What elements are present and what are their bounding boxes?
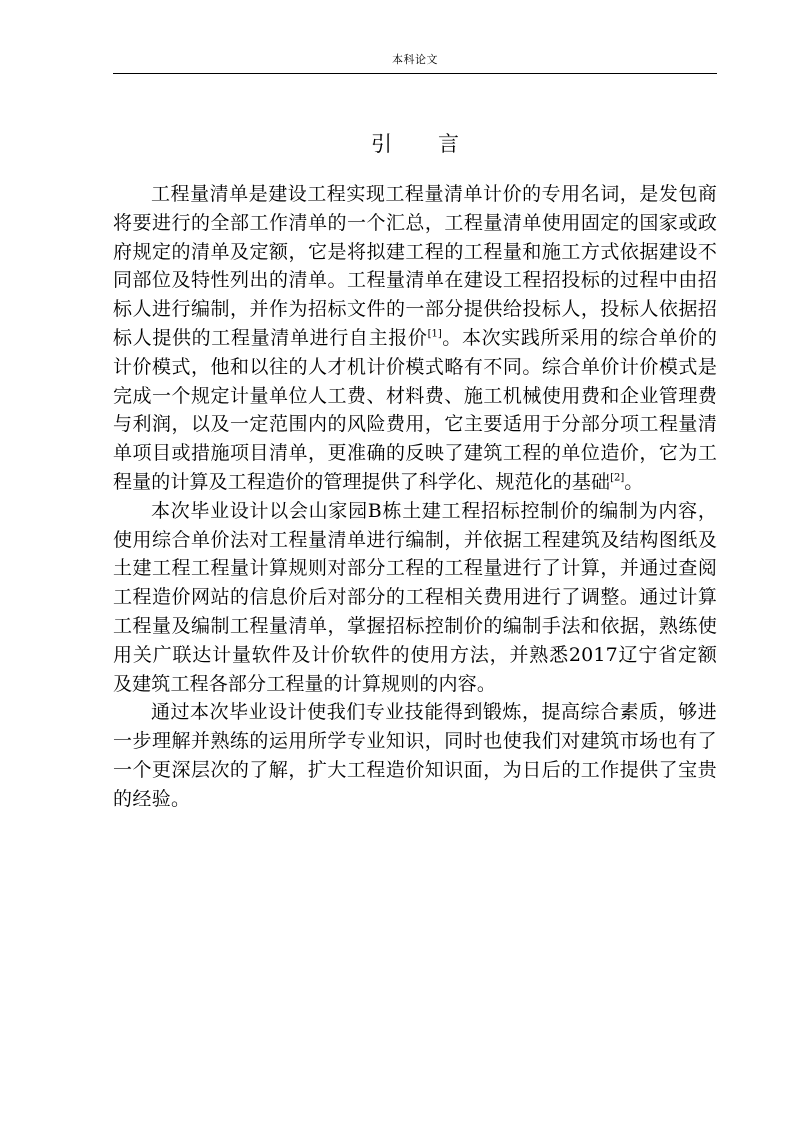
running-header: 本科论文 <box>392 53 438 66</box>
paragraph-3: 通过本次毕业设计使我们专业技能得到锻炼，提高综合素质，够进一步理解并熟练的运用所学专业知识，同时也使我们对建筑市场也有了一个更深层次的了解，扩大工程造价知识面，为日后的工作提供了宝贵的经验。 <box>113 701 717 810</box>
header-rule <box>113 73 717 74</box>
paragraph-2: 本次毕业设计以会山家园B栋土建工程招标控制价的编制为内容，使用综合单价法对工程量清单进行编制，并依据工程建筑及结构图纸及土建工程工程量计算规则对部分工程的工程量进行了计算，并通过查阅工程造价网站的信息价后对部分的工程相关费用进行了调整。通过计算工程量及编制工程量清单，掌握招标控制价的编制手法和依据，熟练使用关广联达计量软件及计价软件的使用方法，并熟悉2017辽宁省定额及建筑工程各部分工程量的计算规则的内容。 <box>113 499 717 695</box>
paragraph-1-text-part-2: 。本次实践所采用的综合单价的计价模式，他和以往的人才机计价模式略有不同。综合单价计价模式是完成一个规定计量单位人工费、材料费、施工机械使用费和企业管理费与利润，以及一定范围内的风险费用，它主要适用于分部分项工程量清单项目或措施项目清单，更准确的反映了建筑工程的单位造价，它为工程量的计算及工程造价的管理提供了科学化、规范化的基础 <box>113 326 717 493</box>
paragraph-1-text-part-3: 。 <box>624 470 644 493</box>
section-title: 引言 <box>371 132 505 156</box>
body-text <box>113 180 717 814</box>
citation-2: [2] <box>610 472 625 484</box>
paragraph-1-text-part-1: 工程量清单是建设工程实现工程量清单计价的专用名词，是发包商将要进行的全部工作清单的一个汇总，工程量清单使用固定的国家或政府规定的清单及定额，它是将拟建工程的工程量和施工方式依据建设不同部位及特性列出的清单。工程量清单在建设工程招投标的过程中由招标人进行编制，并作为招标文件的一部分提供给投标人，投标人依据招标人提供的工程量清单进行自主报价 <box>113 183 717 349</box>
citation-1: [1] <box>427 328 442 340</box>
paragraph-1 <box>113 180 717 497</box>
